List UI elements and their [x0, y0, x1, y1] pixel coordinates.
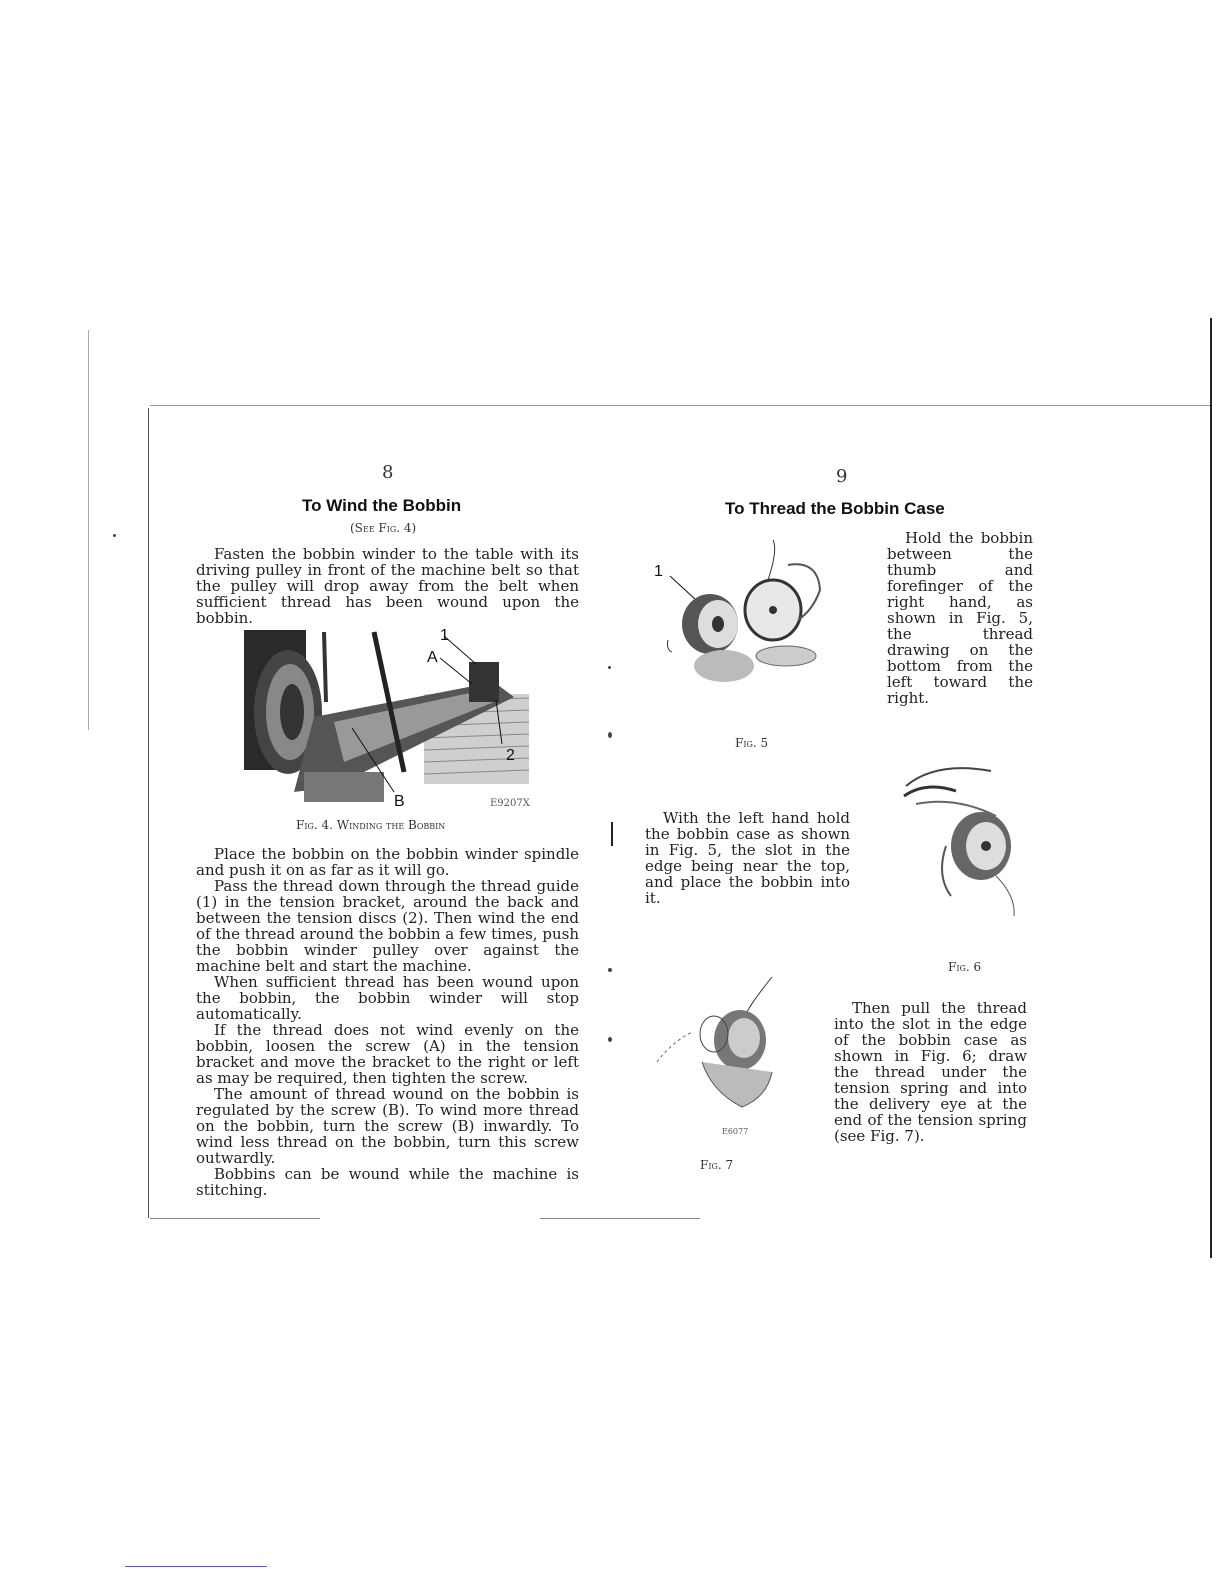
- gutter-mark: [611, 822, 613, 846]
- page-number-left: 8: [382, 462, 394, 483]
- fig4-code: E9207X: [490, 798, 530, 809]
- figure-4-image: [244, 622, 534, 812]
- section-title-wind-bobbin: To Wind the Bobbin: [302, 496, 462, 515]
- left-hand-text: With the left hand hold the bobbin case as shown in Fig. 5, the slot in the edge being near the top, and place the bobbin into it.: [645, 809, 850, 907]
- speck: [608, 732, 612, 738]
- fig4-label-1: 1: [440, 627, 449, 644]
- paragraph-auto-stop: When sufficient thread has been wound upon the bobbin, the bobbin winder will stop automatically.: [196, 973, 579, 1023]
- paragraph-place-bobbin: Place the bobbin on the bobbin winder spindle and push it on as far as it will go.: [196, 845, 579, 879]
- scan-border-top: [150, 405, 1210, 406]
- fig5-label-1: 1: [654, 563, 663, 580]
- pull-thread-text: Then pull the thread into the slot in the edge of the bobbin case as shown in Fig. 6; draw the thread under the tension spring and into the delivery eye at the end of the tension spring (see Fig. 7).: [834, 999, 1027, 1145]
- figure-6-caption: Fig. 6: [948, 960, 982, 974]
- figure-5-caption: Fig. 5: [735, 736, 769, 750]
- figure-7-caption: Fig. 7: [700, 1158, 734, 1172]
- section-subtitle: (See Fig. 4): [350, 521, 417, 535]
- paragraph-amount-thread: The amount of thread wound on the bobbin is regulated by the screw (B). To wind more thread on the bobbin, turn the screw (B) inwardly. To wind less thread on the bobbin, turn this screw outwardly.: [196, 1085, 579, 1167]
- page-number-right: 9: [836, 466, 848, 487]
- hold-bobbin-text: Hold the bobbin between the thumb and forefinger of the right hand, as shown in Fig. 5, the thread drawing on the bottom from the left toward the right.: [887, 529, 1033, 707]
- intro-text: Fasten the bobbin winder to the table with its driving pulley in front of the machine belt so that the pulley will drop away from the belt when sufficient thread has been wound upon the bobbin.: [196, 545, 579, 627]
- figure-7-image: [652, 972, 792, 1142]
- figure-5-image: [648, 540, 838, 700]
- speck: [608, 1037, 612, 1042]
- scan-border-bottom: [150, 1218, 320, 1219]
- paragraph-hold-bobbin: [887, 530, 1033, 706]
- paragraph-pull-thread: [834, 1000, 1027, 1144]
- intro-paragraph: [196, 546, 579, 626]
- body-paragraphs-left: [196, 846, 579, 1198]
- link-underline: [125, 1566, 267, 1567]
- fig4-label-2: 2: [506, 747, 515, 764]
- paragraph-pass-thread: Pass the thread down through the thread guide (1) in the tension bracket, around the back and between the tension discs (2). Then wind the end of the thread around the bobbin a few times, push the bobbin winder pulley over against the machine belt and start the machine.: [196, 877, 579, 975]
- scan-edge-left: [88, 330, 89, 730]
- figure-4-caption: Fig. 4. Winding the Bobbin: [296, 818, 446, 832]
- speck: [608, 666, 611, 669]
- paragraph-uneven-wind: If the thread does not wind evenly on the bobbin, loosen the screw (A) in the tension bracket and move the bracket to the right or left as may be required, then tighten the screw.: [196, 1021, 579, 1087]
- paragraph-while-stitching: Bobbins can be wound while the machine is stitching.: [196, 1165, 579, 1199]
- scan-border-right: [1210, 318, 1212, 1258]
- fig4-label-a: A: [427, 649, 438, 666]
- figure-6-image: [896, 756, 1026, 926]
- paragraph-left-hand: [645, 810, 850, 906]
- speck: [608, 968, 612, 972]
- scan-border-left: [148, 408, 149, 1218]
- fig4-label-b: B: [394, 793, 405, 810]
- section-title-thread-bobbin-case: To Thread the Bobbin Case: [725, 499, 945, 518]
- fig7-code: E6077: [722, 1127, 749, 1136]
- speck: [113, 534, 116, 537]
- scan-border-bottom-2: [540, 1218, 700, 1219]
